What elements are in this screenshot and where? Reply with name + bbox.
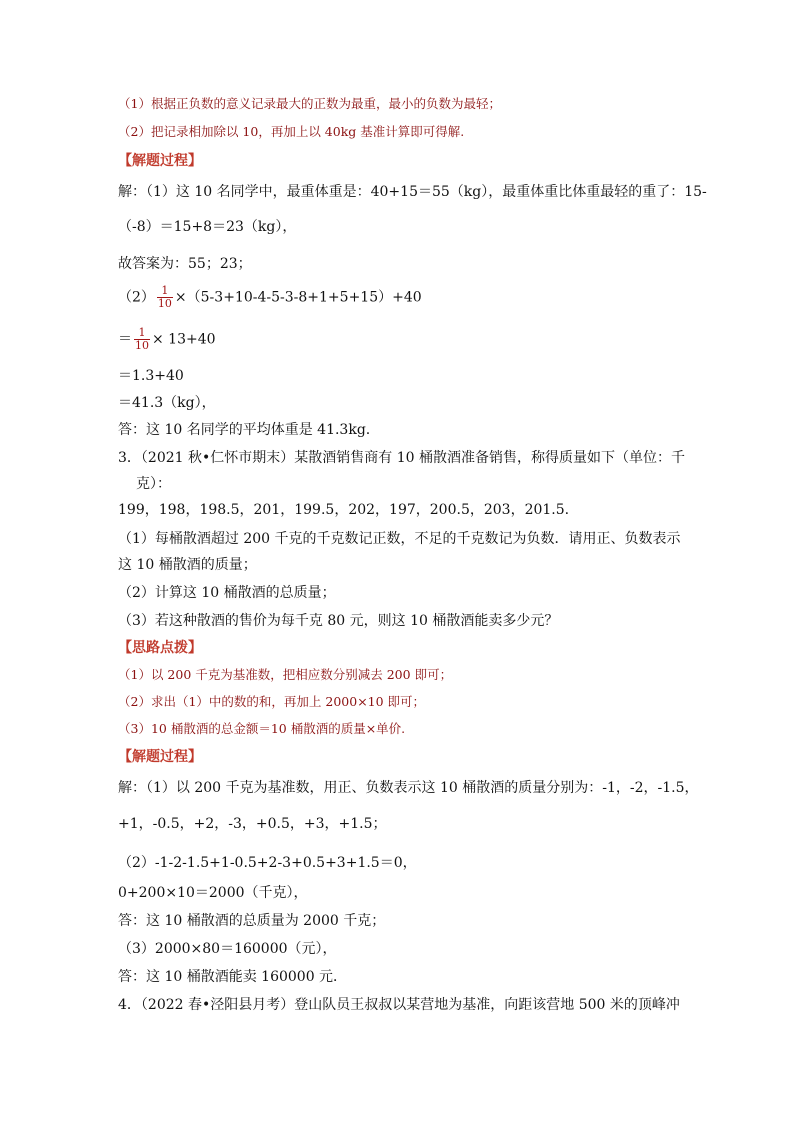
question-line: 4．（2022 春•泾阳县月考）登山队员王叔叔以某营地为基准，向距该营地 500 米的顶峰冲	[118, 997, 680, 1013]
solution-line: 0+200×10＝2000（千克），	[118, 885, 308, 901]
solution-line: 答：这 10 名同学的平均体重是 41.3kg.	[118, 422, 371, 438]
fraction-numerator: 1	[134, 327, 150, 340]
question-line: 199，198，198.5，201，199.5，202，197，200.5，203，201.5.	[118, 502, 570, 518]
solution-line: ＝41.3（kg），	[118, 395, 216, 411]
text: ＝	[118, 331, 132, 348]
fraction-denominator: 10	[157, 297, 172, 311]
hint-line: （1）根据正负数的意义记录最大的正数为最重，最小的负数为最轻；	[118, 96, 501, 111]
question-line: 克）：	[136, 476, 171, 492]
text: （2）	[118, 289, 155, 306]
hint-line: （3）10 桶散酒的总金额＝10 桶散酒的质量×单价.	[118, 721, 406, 736]
solution-line: 答：这 10 桶散酒的总质量为 2000 千克；	[118, 913, 386, 929]
section-heading: 【解题过程】	[118, 749, 202, 765]
solution-line: 故答案为：55；23；	[118, 256, 252, 272]
solution-line: 解：（1）以 200 千克为基准数，用正、负数表示这 10 桶散酒的质量分别为：-1，-2，-1.5，	[118, 780, 699, 796]
fraction	[157, 285, 173, 310]
solution-line: （3）2000×80＝160000（元），	[118, 941, 337, 957]
hint-line: （2）把记录相加除以 10，再加上以 40kg 基准计算即可得解.	[118, 124, 465, 139]
question-line: （1）每桶散酒超过 200 千克的千克数记正数，不足的千克数记为负数．请用正、负数表示	[118, 531, 681, 547]
solution-line: 解：（1）这 10 名同学中，最重体重是：40+15＝55（kg），最重体重比体重最轻的重了：15-	[118, 184, 707, 200]
fraction-numerator: 1	[157, 285, 173, 298]
question-line: 这 10 桶散酒的质量；	[118, 557, 257, 573]
solution-line: +1，-0.5，+2，-3，+0.5，+3，+1.5；	[118, 816, 387, 832]
fraction-denominator: 10	[135, 339, 149, 353]
solution-line-fraction	[118, 327, 216, 352]
question-line: （2）计算这 10 桶散酒的总质量；	[118, 585, 336, 601]
section-heading: 【思路点拨】	[118, 640, 202, 656]
question-line: （3）若这种散酒的售价为每千克 80 元，则这 10 桶散酒能卖多少元？	[118, 613, 559, 629]
text: × 13+40	[152, 331, 216, 348]
section-heading: 【解题过程】	[118, 153, 202, 169]
hint-line: （1）以 200 千克为基准数，把相应数分别减去 200 即可；	[118, 667, 453, 682]
text: ×（5-3+10-4-5-3-8+1+5+15）+40	[174, 289, 422, 306]
solution-line: 答：这 10 桶散酒能卖 160000 元．	[118, 969, 348, 985]
solution-line: ＝1.3+40	[118, 368, 184, 384]
question-line: 3．（2021 秋•仁怀市期末）某散酒销售商有 10 桶散酒准备销售，称得质量如下（单位：千	[118, 450, 685, 466]
solution-line: （-8）＝15+8＝23（kg），	[118, 219, 297, 235]
solution-line: （2）-1-2-1.5+1-0.5+2-3+0.5+3+1.5＝0，	[118, 855, 417, 871]
solution-line-fraction	[118, 285, 422, 310]
fraction	[134, 327, 150, 352]
hint-line: （2）求出（1）中的数的和，再加上 2000×10 即可；	[118, 694, 426, 709]
